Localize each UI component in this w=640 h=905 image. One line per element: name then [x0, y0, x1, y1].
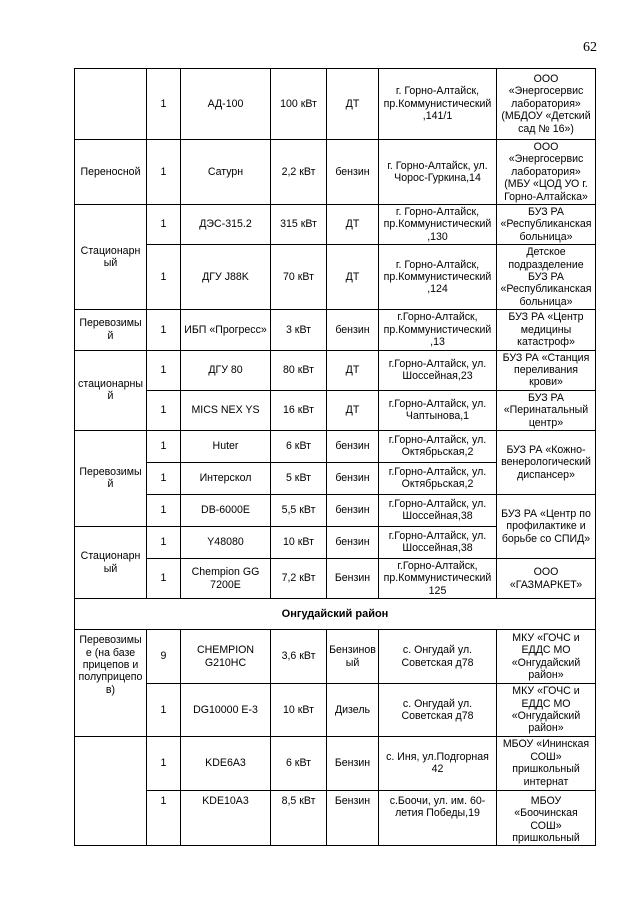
- power-cell: 2,2 кВт: [271, 140, 327, 205]
- count-cell: 1: [147, 310, 181, 350]
- model-cell: Сатурн: [181, 140, 271, 205]
- type-cell: [75, 736, 147, 846]
- fuel-cell: Бензин: [327, 736, 379, 790]
- fuel-cell: ДТ: [327, 390, 379, 430]
- table-row: [75, 245, 596, 310]
- address-cell: с. Онгудай ул. Советская д78: [379, 684, 497, 737]
- address-cell: г. Горно-Алтайск, пр.Коммунистический ,124: [379, 245, 497, 310]
- fuel-cell: Дизель: [327, 684, 379, 737]
- fuel-cell: бензин: [327, 430, 379, 462]
- owner-cell: МКУ «ГОЧС и ЕДДС МО «Онгудайский район»: [497, 684, 596, 737]
- address-cell: г. Горно-Алтайск, пр.Коммунистический ,130: [379, 205, 497, 245]
- table-row: [75, 390, 596, 430]
- count-cell: 1: [147, 390, 181, 430]
- count-cell: 1: [147, 462, 181, 494]
- section-row: [75, 599, 596, 630]
- fuel-cell: Бензиновый: [327, 630, 379, 684]
- count-cell: 1: [147, 140, 181, 205]
- model-cell: Chempion GG 7200E: [181, 558, 271, 598]
- table-row: [75, 736, 596, 790]
- address-cell: г.Горно-Алтайск, ул. Шоссейная,23: [379, 350, 497, 390]
- count-cell: 1: [147, 526, 181, 558]
- type-cell: [75, 69, 147, 140]
- table-row: [75, 310, 596, 350]
- table-row: [75, 790, 596, 846]
- owner-cell: ООО «Энергосервис лаборатория» (МБУ «ЦОД УО г. Горно-Алтайска»: [497, 140, 596, 205]
- type-cell: Переносной: [75, 140, 147, 205]
- type-cell: Перевозимый: [75, 310, 147, 350]
- section-title: Онгудайский район: [75, 599, 596, 630]
- power-cell: 80 кВт: [271, 350, 327, 390]
- model-cell: DG10000 E-3: [181, 684, 271, 737]
- address-cell: с.Боочи, ул. им. 60-летия Победы,19: [379, 790, 497, 846]
- fuel-cell: бензин: [327, 310, 379, 350]
- owner-cell: БУЗ РА «Станция переливания крови»: [497, 350, 596, 390]
- address-cell: г.Горно-Алтайск, ул. Шоссейная,38: [379, 526, 497, 558]
- owner-cell: БУЗ РА «Республиканская больница»: [497, 205, 596, 245]
- power-cell: 8,5 кВт: [271, 790, 327, 846]
- table-row: [75, 140, 596, 205]
- power-cell: 6 кВт: [271, 430, 327, 462]
- table-row: [75, 430, 596, 462]
- count-cell: 1: [147, 494, 181, 526]
- power-cell: 5 кВт: [271, 462, 327, 494]
- type-cell: стационарный: [75, 350, 147, 430]
- address-cell: г.Горно-Алтайск, ул. Чаптынова,1: [379, 390, 497, 430]
- fuel-cell: Бензин: [327, 790, 379, 846]
- model-cell: KDE6A3: [181, 736, 271, 790]
- count-cell: 1: [147, 790, 181, 846]
- model-cell: ДГУ J88K: [181, 245, 271, 310]
- address-cell: с. Иня, ул.Подгорная 42: [379, 736, 497, 790]
- model-cell: Huter: [181, 430, 271, 462]
- power-cell: 3,6 кВт: [271, 630, 327, 684]
- owner-cell: ООО «Энергосервис лаборатория» (МБДОУ «Детский сад № 16»): [497, 69, 596, 140]
- address-cell: г.Горно-Алтайск, ул. Шоссейная,38: [379, 494, 497, 526]
- address-cell: г. Горно-Алтайск, ул. Чорос-Гуркина,14: [379, 140, 497, 205]
- table-row: [75, 684, 596, 737]
- model-cell: АД-100: [181, 69, 271, 140]
- fuel-cell: ДТ: [327, 205, 379, 245]
- table-row: [75, 205, 596, 245]
- fuel-cell: бензин: [327, 494, 379, 526]
- table-row: [75, 350, 596, 390]
- type-cell: Стационарный: [75, 205, 147, 310]
- count-cell: 1: [147, 350, 181, 390]
- power-cell: 7,2 кВт: [271, 558, 327, 598]
- fuel-cell: бензин: [327, 462, 379, 494]
- owner-cell: БУЗ РА «Кожно-венерологический диспансер»: [497, 430, 596, 494]
- type-cell: Стационарный: [75, 526, 147, 598]
- address-cell: г.Горно-Алтайск, пр.Коммунистический ,13: [379, 310, 497, 350]
- power-cell: 70 кВт: [271, 245, 327, 310]
- address-cell: г.Горно-Алтайск, пр.Коммунистический 125: [379, 558, 497, 598]
- owner-cell: Детское подразделение БУЗ РА «Республиканская больница»: [497, 245, 596, 310]
- power-cell: 3 кВт: [271, 310, 327, 350]
- address-cell: г. Горно-Алтайск, пр.Коммунистический ,141/1: [379, 69, 497, 140]
- table-row: [75, 558, 596, 598]
- type-cell: Перевозимые (на базе прицепов и полуприцепов): [75, 630, 147, 737]
- model-cell: ИБП «Прогресс»: [181, 310, 271, 350]
- address-cell: г.Горно-Алтайск, ул. Октябрьская,2: [379, 462, 497, 494]
- count-cell: 1: [147, 69, 181, 140]
- owner-cell: БУЗ РА «Перинатальный центр»: [497, 390, 596, 430]
- fuel-cell: ДТ: [327, 350, 379, 390]
- model-cell: MICS NEX YS: [181, 390, 271, 430]
- owner-cell: МБОУ «Ининская СОШ» пришкольный интернат: [497, 736, 596, 790]
- generators-table: [74, 68, 596, 846]
- model-cell: ДГУ 80: [181, 350, 271, 390]
- fuel-cell: бензин: [327, 140, 379, 205]
- model-cell: Y48080: [181, 526, 271, 558]
- fuel-cell: ДТ: [327, 245, 379, 310]
- address-cell: г.Горно-Алтайск, ул. Октябрьская,2: [379, 430, 497, 462]
- count-cell: 1: [147, 245, 181, 310]
- type-cell: Перевозимый: [75, 430, 147, 526]
- power-cell: 16 кВт: [271, 390, 327, 430]
- model-cell: DB-6000E: [181, 494, 271, 526]
- count-cell: 1: [147, 558, 181, 598]
- count-cell: 1: [147, 736, 181, 790]
- owner-cell: ООО «ГАЗМАРКЕТ»: [497, 558, 596, 598]
- table-row: [75, 494, 596, 526]
- owner-cell: МБОУ «Боочинская СОШ» пришкольный: [497, 790, 596, 846]
- fuel-cell: бензин: [327, 526, 379, 558]
- power-cell: 10 кВт: [271, 684, 327, 737]
- power-cell: 100 кВт: [271, 69, 327, 140]
- address-cell: с. Онгудай ул. Советская д78: [379, 630, 497, 684]
- power-cell: 315 кВт: [271, 205, 327, 245]
- count-cell: 1: [147, 205, 181, 245]
- count-cell: 1: [147, 430, 181, 462]
- power-cell: 10 кВт: [271, 526, 327, 558]
- model-cell: Интерскол: [181, 462, 271, 494]
- page-number: 62: [583, 40, 597, 55]
- table-row: [75, 69, 596, 140]
- power-cell: 5,5 кВт: [271, 494, 327, 526]
- count-cell: 1: [147, 684, 181, 737]
- owner-cell: БУЗ РА «Центр по профилактике и борьбе со СПИД»: [497, 494, 596, 558]
- model-cell: CHEMPION G210HC: [181, 630, 271, 684]
- fuel-cell: Бензин: [327, 558, 379, 598]
- model-cell: ДЭС-315.2: [181, 205, 271, 245]
- owner-cell: МКУ «ГОЧС и ЕДДС МО «Онгудайский район»: [497, 630, 596, 684]
- fuel-cell: ДТ: [327, 69, 379, 140]
- owner-cell: БУЗ РА «Центр медицины катастроф»: [497, 310, 596, 350]
- power-cell: 6 кВт: [271, 736, 327, 790]
- table-row: [75, 630, 596, 684]
- count-cell: 9: [147, 630, 181, 684]
- model-cell: KDE10A3: [181, 790, 271, 846]
